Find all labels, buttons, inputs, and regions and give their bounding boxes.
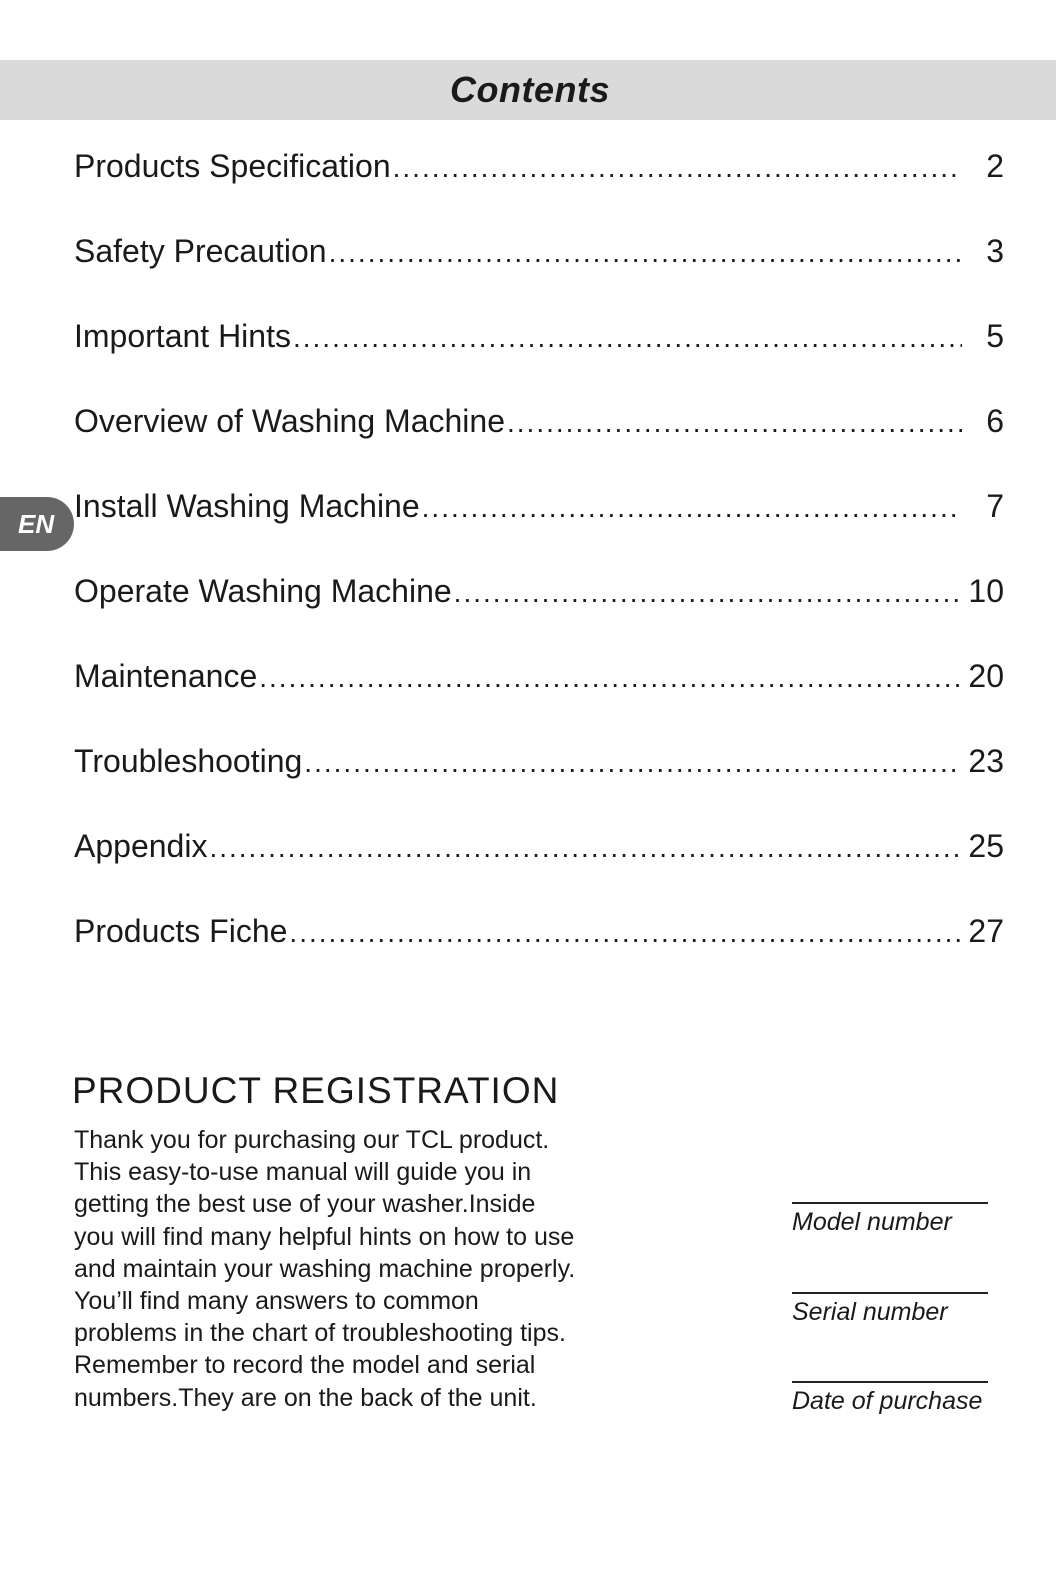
toc-entry[interactable] — [74, 403, 1004, 488]
toc-entry[interactable] — [74, 828, 1004, 913]
serial-number-field[interactable] — [792, 1292, 988, 1327]
toc-entry-title[interactable]: Install Washing Machine — [74, 488, 420, 524]
toc-entry-title[interactable]: Products Fiche — [74, 913, 288, 949]
toc-leader-dots — [289, 917, 962, 949]
registration-heading: PRODUCT REGISTRATION — [72, 1070, 560, 1111]
toc-leader-dots — [454, 577, 962, 609]
toc-entry-page: 2 — [986, 148, 1004, 184]
toc-leader-dots — [304, 747, 962, 779]
registration-text-line: Thank you for purchasing our TCL product. — [74, 1126, 550, 1154]
toc-entry[interactable] — [74, 233, 1004, 318]
language-tab-label: EN — [18, 508, 55, 539]
registration-text-line: Remember to record the model and serial — [74, 1351, 536, 1380]
toc-entry[interactable] — [74, 318, 1004, 403]
registration-text-line: problems in the chart of troubleshooting tips. — [74, 1319, 566, 1348]
toc-leader-dots — [293, 322, 962, 354]
toc-entry-title[interactable]: Maintenance — [74, 658, 258, 694]
toc-entry[interactable] — [74, 913, 1004, 998]
registration-text-line: getting the best use of your washer.Inside — [74, 1190, 536, 1219]
registration-text-line: This easy-to-use manual will guide you in — [74, 1158, 532, 1187]
table-of-contents — [74, 148, 1004, 998]
model-number-field[interactable] — [792, 1202, 988, 1237]
registration-text-line: You’ll find many answers to common — [74, 1287, 479, 1316]
toc-leader-dots — [422, 492, 962, 524]
toc-entry[interactable] — [74, 148, 1004, 233]
page-title: Contents — [450, 69, 610, 110]
toc-leader-dots — [259, 662, 962, 694]
toc-entry-page: 25 — [968, 828, 1004, 864]
toc-entry-page: 3 — [986, 233, 1004, 269]
date-of-purchase-field[interactable] — [792, 1381, 988, 1416]
toc-entry-title[interactable]: Safety Precaution — [74, 233, 327, 269]
registration-text-line: numbers.They are on the back of the unit. — [74, 1383, 537, 1412]
toc-leader-dots — [393, 152, 962, 184]
toc-leader-dots — [507, 407, 962, 439]
toc-entry-title[interactable]: Troubleshooting — [74, 743, 303, 779]
toc-entry-page: 7 — [986, 488, 1004, 524]
toc-leader-dots — [329, 237, 962, 269]
toc-entry[interactable] — [74, 573, 1004, 658]
language-tab — [0, 497, 74, 551]
toc-entry-title[interactable]: Appendix — [74, 828, 208, 864]
registration-paragraph — [74, 1124, 634, 1414]
toc-entry-title[interactable]: Overview of Washing Machine — [74, 403, 505, 439]
toc-entry-title[interactable]: Operate Washing Machine — [74, 573, 452, 609]
toc-entry[interactable] — [74, 658, 1004, 743]
toc-entry-page: 6 — [986, 403, 1004, 439]
toc-entry-page: 20 — [968, 658, 1004, 694]
model-number-label: Model number — [792, 1208, 952, 1236]
toc-entry-page: 10 — [968, 573, 1004, 609]
toc-entry[interactable] — [74, 488, 1004, 573]
toc-entry[interactable] — [74, 743, 1004, 828]
registration-text-line: you will find many helpful hints on how to use — [74, 1222, 575, 1251]
contents-header — [0, 60, 1056, 120]
toc-entry-page: 5 — [986, 318, 1004, 354]
toc-leader-dots — [209, 832, 962, 864]
toc-entry-page: 23 — [968, 743, 1004, 779]
toc-entry-title[interactable]: Products Specification — [74, 148, 391, 184]
toc-entry-page: 27 — [968, 913, 1004, 949]
serial-number-label: Serial number — [792, 1298, 948, 1326]
date-of-purchase-label: Date of purchase — [792, 1387, 983, 1415]
registration-text-line: and maintain your washing machine properly. — [74, 1254, 576, 1283]
toc-entry-title[interactable]: Important Hints — [74, 318, 291, 354]
